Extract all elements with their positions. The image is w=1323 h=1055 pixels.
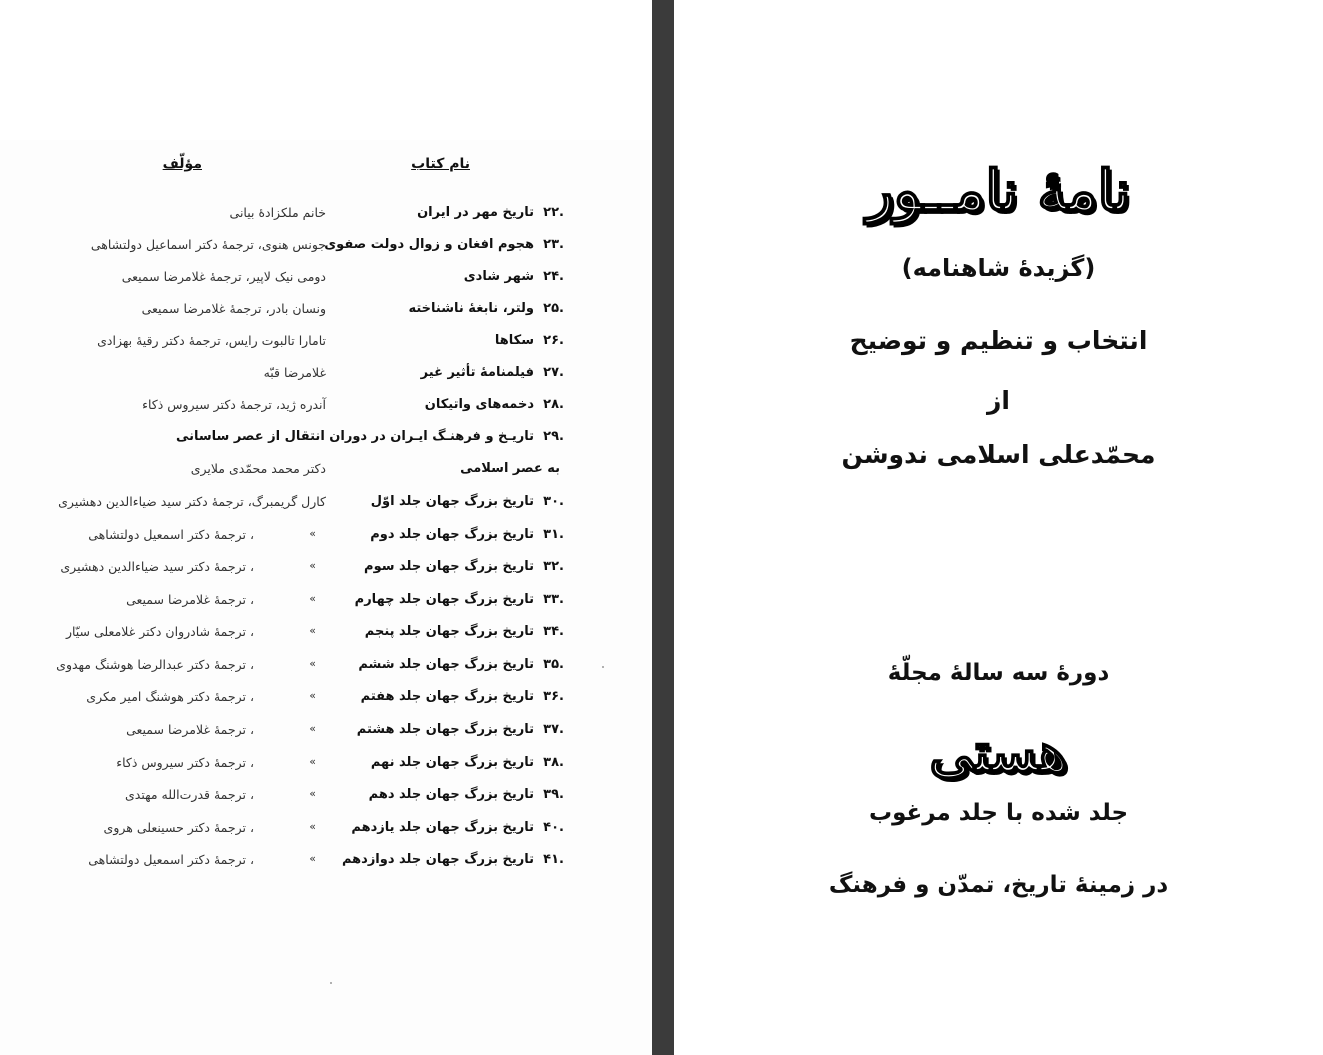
- list-item: [0, 269, 652, 299]
- list-item: [0, 592, 652, 622]
- magazine-title: هستی: [929, 720, 1068, 784]
- book-gutter: [652, 0, 674, 1055]
- item-number: .۲۲: [543, 205, 564, 220]
- list-item: [0, 365, 652, 395]
- list-item: [0, 755, 652, 785]
- item-number: .۴۱: [543, 852, 564, 867]
- left-page: [0, 0, 652, 1055]
- book-author: دکتر محمد محمّدی ملایری: [190, 461, 326, 476]
- binding-note: جلد شده با جلد مرغوب: [868, 800, 1129, 826]
- list-item: [0, 397, 652, 427]
- item-number: .۳۶: [543, 689, 564, 704]
- book-subtitle: (گزیدهٔ شاهنامه): [901, 254, 1096, 282]
- list-item: [0, 237, 652, 267]
- book-author: آندره ژید، ترجمهٔ دکتر سیروس ذکاء: [142, 397, 326, 412]
- book-title: تاریخ بزرگ جهان جلد پنجم: [364, 624, 534, 639]
- ditto-mark: »: [309, 527, 316, 540]
- book-title: تاریخ بزرگ جهان جلد ششم: [358, 657, 534, 672]
- book-title: تاریخ بزرگ جهان جلد یازدهم: [351, 820, 534, 835]
- book-title: شهر شادی: [463, 269, 534, 284]
- book-author: تامارا تالبوت رایس، ترجمهٔ دکتر رقیهٔ بهزادی: [97, 333, 326, 348]
- item-number: .۲۶: [543, 333, 564, 348]
- list-item: [0, 301, 652, 331]
- list-item: [0, 689, 652, 719]
- translator: ، ترجمهٔ دکتر عبدالرضا هوشنگ مهدوی: [56, 657, 254, 672]
- edit-credit-line: انتخاب و تنظیم و توضیح: [849, 326, 1148, 355]
- item-number: .۲۷: [543, 365, 564, 380]
- ditto-mark: »: [309, 787, 316, 800]
- book-author: ونسان بادر، ترجمهٔ غلامرضا سمیعی: [141, 301, 326, 316]
- list-item: [0, 624, 652, 654]
- translator: ، ترجمهٔ شادروان دکتر غلامعلی سیّار: [65, 624, 254, 639]
- translator: ، ترجمهٔ دکتر سید ضیاءالدین دهشیری: [60, 559, 254, 574]
- book-title: دخمه‌های واتیکان: [424, 397, 534, 412]
- book-title: فیلمنامهٔ تأثیر غیر: [420, 365, 534, 380]
- list-item-continuation: [0, 461, 652, 491]
- book-title-continuation: به عصر اسلامی: [460, 461, 560, 476]
- by-line: از: [987, 386, 1010, 415]
- column-header-title: نام کتاب: [411, 156, 470, 172]
- item-number: .۳۴: [543, 624, 564, 639]
- magazine-intro: دورهٔ سه سالهٔ مجلّهٔ: [887, 660, 1110, 686]
- author-name: محمّدعلی اسلامی ندوشن: [841, 440, 1156, 469]
- book-title: تاریخ بزرگ جهان جلد سوم: [364, 559, 534, 574]
- item-number: .۳۷: [543, 722, 564, 737]
- list-item: [0, 205, 652, 235]
- ditto-mark: »: [309, 755, 316, 768]
- book-title-heading: نامهٔ نامــور: [866, 158, 1131, 224]
- book-title: تاریخ بزرگ جهان جلد دهم: [368, 787, 534, 802]
- list-item: [0, 722, 652, 752]
- item-number: .۲۳: [543, 237, 564, 252]
- list-item: [0, 494, 652, 524]
- item-number: .۳۸: [543, 755, 564, 770]
- ditto-mark: »: [309, 624, 316, 637]
- book-title: تاریخ بزرگ جهان جلد هفتم: [360, 689, 534, 704]
- item-number: .۳۲: [543, 559, 564, 574]
- list-item: [0, 820, 652, 850]
- ditto-mark: »: [309, 689, 316, 702]
- translator: ، ترجمهٔ غلامرضا سمیعی: [126, 722, 254, 737]
- book-title: هجوم افغان و زوال دولت صفوی: [324, 237, 534, 252]
- book-title: تاریـخ و فرهنـگ ایـران در دوران انتقال از عصر ساسانی: [175, 429, 534, 444]
- item-number: .۴۰: [543, 820, 564, 835]
- book-author: غلامرضا قبّه: [263, 365, 326, 380]
- translator: ، ترجمهٔ دکتر اسمعیل دولتشاهی: [88, 527, 254, 542]
- list-item: [0, 787, 652, 817]
- list-item: [0, 429, 652, 459]
- translator: ، ترجمهٔ دکتر سیروس ذکاء: [116, 755, 254, 770]
- ditto-mark: »: [309, 592, 316, 605]
- list-item: [0, 527, 652, 557]
- ditto-mark: »: [309, 852, 316, 865]
- item-number: .۳۵: [543, 657, 564, 672]
- translator: ، ترجمهٔ دکتر حسینعلی هروی: [103, 820, 254, 835]
- item-number: .۳۳: [543, 592, 564, 607]
- book-title: تاریخ مهر در ایران: [417, 205, 534, 220]
- item-number: .۲۹: [543, 429, 564, 444]
- book-title: تاریخ بزرگ جهان جلد دوم: [370, 527, 534, 542]
- translator: ، ترجمهٔ غلامرضا سمیعی: [126, 592, 254, 607]
- subject-note: در زمینهٔ تاریخ، تمدّن و فرهنگ: [828, 872, 1169, 898]
- book-author: کارل گریمبرگ، ترجمهٔ دکتر سید ضیاءالدین دهشیری: [58, 494, 326, 509]
- book-title: تاریخ بزرگ جهان جلد چهارم: [354, 592, 534, 607]
- ditto-mark: »: [309, 657, 316, 670]
- item-number: .۲۸: [543, 397, 564, 412]
- book-author: خانم ملکزادهٔ بیانی: [229, 205, 326, 220]
- list-item: [0, 559, 652, 589]
- list-item: [0, 657, 652, 687]
- book-author: جونس هنوی، ترجمهٔ دکتر اسماعیل دولتشاهی: [90, 237, 326, 252]
- list-item: [0, 852, 652, 882]
- book-title: تاریخ بزرگ جهان جلد اوّل: [370, 494, 534, 509]
- book-title: تاریخ بزرگ جهان جلد هشتم: [356, 722, 534, 737]
- speck: [602, 666, 604, 668]
- column-header-author: مؤلّف: [162, 156, 202, 172]
- speck: [330, 982, 332, 984]
- book-title: ولتر، نابغهٔ ناشناخته: [408, 301, 534, 316]
- ditto-mark: »: [309, 722, 316, 735]
- book-title: تاریخ بزرگ جهان جلد دوازدهم: [341, 852, 534, 867]
- book-author: دومی نیک لاپیر، ترجمهٔ غلامرضا سمیعی: [121, 269, 326, 284]
- ditto-mark: »: [309, 820, 316, 833]
- translator: ، ترجمهٔ قدرت‌الله مهتدی: [124, 787, 254, 802]
- item-number: .۲۴: [543, 269, 564, 284]
- item-number: .۳۹: [543, 787, 564, 802]
- ditto-mark: »: [309, 559, 316, 572]
- list-item: [0, 333, 652, 363]
- translator: ، ترجمهٔ دکتر هوشنگ امیر مکری: [86, 689, 254, 704]
- translator: ، ترجمهٔ دکتر اسمعیل دولتشاهی: [88, 852, 254, 867]
- item-number: .۲۵: [543, 301, 564, 316]
- book-title: تاریخ بزرگ جهان جلد نهم: [370, 755, 534, 770]
- item-number: .۳۱: [543, 527, 564, 542]
- book-title: سکاها: [494, 333, 534, 348]
- item-number: .۳۰: [543, 494, 564, 509]
